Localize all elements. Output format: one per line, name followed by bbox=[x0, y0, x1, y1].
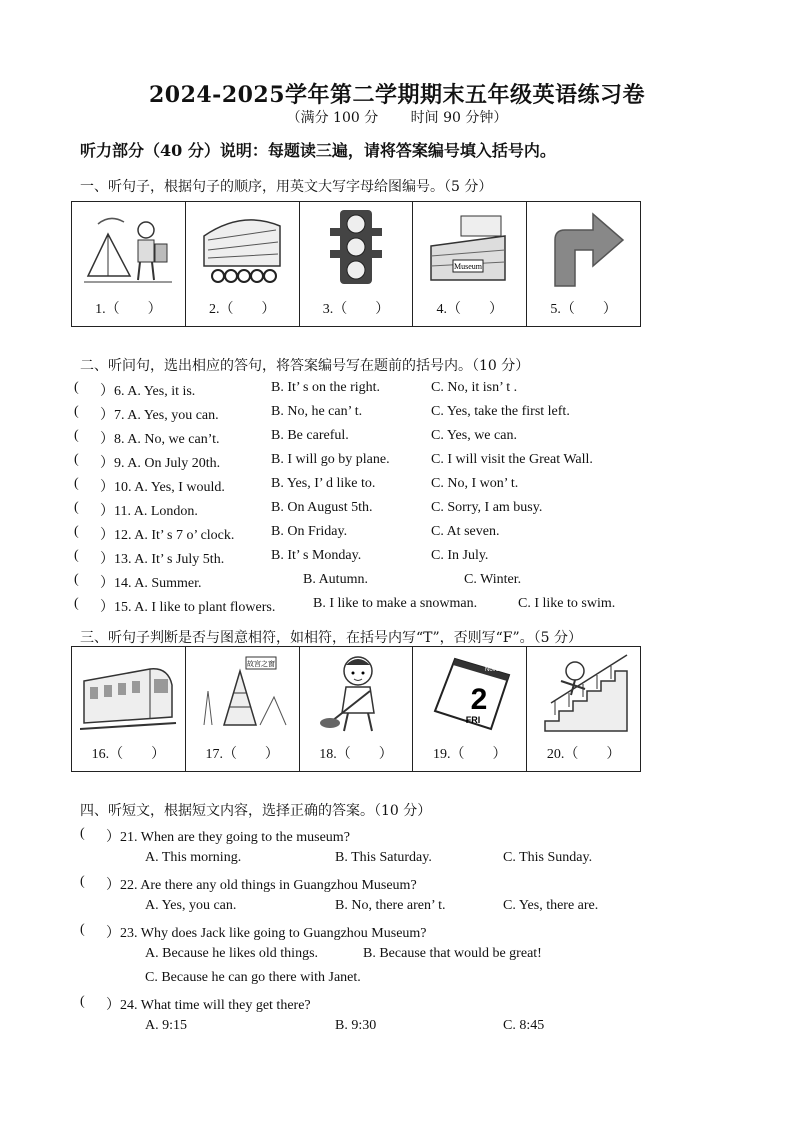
question-option-a: ）10. A. Yes, I would. bbox=[100, 480, 225, 495]
section3-picture-row bbox=[71, 646, 641, 772]
answer-paren[interactable]: ( bbox=[80, 922, 85, 937]
section2-heading: 二、听问句，选出相应的答句，将答案编号写在题前的括号内。（10 分） bbox=[80, 358, 530, 374]
picture-cell bbox=[186, 647, 300, 771]
question-option-b: B. It’ s Monday. bbox=[271, 548, 362, 563]
question-option-c: C. In July. bbox=[431, 548, 489, 563]
listening-instructions: 听力部分（40 分）说明：每题读三遍，请将答案编号填入括号内。 bbox=[80, 141, 556, 160]
question-option-c: C. This Sunday. bbox=[503, 850, 593, 865]
answer-blank-16[interactable]: 16.（ ） bbox=[91, 747, 166, 762]
picture-cell bbox=[527, 202, 640, 326]
question-option-c: C. At seven. bbox=[431, 524, 500, 539]
picture-cell bbox=[72, 647, 186, 771]
time-limit: 时间 90 分钟） bbox=[410, 110, 508, 126]
answer-blank-17[interactable]: 17.（ ） bbox=[205, 747, 279, 762]
question-option-a: A. 9:15 bbox=[145, 1018, 187, 1033]
answer-paren[interactable]: ( bbox=[74, 500, 79, 515]
boy-sweeping-icon bbox=[308, 651, 405, 735]
answer-blank-3[interactable]: 3.（ ） bbox=[322, 302, 390, 317]
question-option-c: C. I like to swim. bbox=[518, 596, 616, 611]
question-option-b: B. Because that would be great! bbox=[363, 946, 542, 961]
picture-cell bbox=[300, 647, 414, 771]
section4-heading: 四、听短文，根据短文内容，选择正确的答案。（10 分） bbox=[80, 803, 432, 819]
question-option-b: B. I will go by plane. bbox=[271, 452, 390, 467]
question-option-b: B. No, there aren’ t. bbox=[335, 898, 446, 913]
question-option-a: ）8. A. No, we can’t. bbox=[100, 432, 220, 447]
question-option-b: B. 9:30 bbox=[335, 1018, 377, 1033]
stairs-icon bbox=[535, 651, 632, 735]
answer-blank-19[interactable]: 19.（ ） bbox=[433, 747, 507, 762]
calendar-weekday: FRI bbox=[466, 715, 481, 725]
answer-paren[interactable]: ( bbox=[74, 404, 79, 419]
palace-sign-text: 故宫之窗 bbox=[246, 660, 275, 668]
olympic-stadium-icon bbox=[194, 206, 291, 290]
answer-paren[interactable]: ( bbox=[80, 874, 85, 889]
question-option-c: C. Because he can go there with Janet. bbox=[145, 970, 361, 985]
question-option-b: B. Autumn. bbox=[303, 572, 368, 587]
question-option-b: B. On August 5th. bbox=[271, 500, 373, 515]
question-option-c: C. No, I won’ t. bbox=[431, 476, 519, 491]
question-option-a: A. This morning. bbox=[145, 850, 242, 865]
question-option-b: B. No, he can’ t. bbox=[271, 404, 363, 419]
question-option-c: C. 8:45 bbox=[503, 1018, 545, 1033]
museum-sign-text: Museum bbox=[454, 262, 483, 271]
traffic-light-icon bbox=[308, 206, 405, 290]
question-option-a: ）15. A. I like to plant flowers. bbox=[100, 600, 276, 615]
question-option-b: B. Be careful. bbox=[271, 428, 349, 443]
calendar-day: 2 bbox=[471, 683, 488, 716]
question-option-a: ）13. A. It’ s July 5th. bbox=[100, 552, 225, 567]
turn-right-arrow-icon bbox=[535, 206, 632, 290]
question-stem: ）24. What time will they get there? bbox=[106, 998, 311, 1013]
answer-paren[interactable]: ( bbox=[74, 452, 79, 467]
answer-paren[interactable]: ( bbox=[80, 994, 85, 1009]
exam-info bbox=[0, 107, 794, 127]
question-option-c: C. No, it isn’ t . bbox=[431, 380, 518, 395]
question-option-a: ）7. A. Yes, you can. bbox=[100, 408, 219, 423]
answer-paren[interactable]: ( bbox=[74, 524, 79, 539]
question-stem: ）22. Are there any old things in Guangzhou Museum? bbox=[106, 878, 417, 893]
answer-paren[interactable]: ( bbox=[74, 548, 79, 563]
answer-paren[interactable]: ( bbox=[74, 572, 79, 587]
calendar-icon bbox=[421, 651, 518, 735]
page-title: 2024-2025学年第二学期期末五年级英语练习卷 bbox=[148, 82, 646, 108]
answer-paren[interactable]: ( bbox=[74, 380, 79, 395]
question-option-a: ）14. A. Summer. bbox=[100, 576, 202, 591]
question-option-b: B. Yes, I’ d like to. bbox=[271, 476, 376, 491]
question-stem: ）23. Why does Jack like going to Guangzhou Museum? bbox=[106, 926, 427, 941]
picture-cell bbox=[72, 202, 186, 326]
question-option-a: A. Yes, you can. bbox=[145, 898, 237, 913]
question-stem: ）21. When are they going to the museum? bbox=[106, 830, 350, 845]
picture-cell bbox=[186, 202, 300, 326]
calendar-month: November bbox=[485, 667, 514, 673]
question-option-c: C. I will visit the Great Wall. bbox=[431, 452, 593, 467]
answer-paren[interactable]: ( bbox=[74, 596, 79, 611]
question-option-a: ）12. A. It’ s 7 o’ clock. bbox=[100, 528, 235, 543]
question-option-a: ）9. A. On July 20th. bbox=[100, 456, 221, 471]
question-option-b: B. It’ s on the right. bbox=[271, 380, 381, 395]
answer-paren[interactable]: ( bbox=[74, 476, 79, 491]
question-option-b: B. This Saturday. bbox=[335, 850, 432, 865]
question-option-a: A. Because he likes old things. bbox=[145, 946, 319, 961]
question-option-a: ）11. A. London. bbox=[100, 504, 198, 519]
picture-cell bbox=[527, 647, 640, 771]
picture-cell bbox=[300, 202, 414, 326]
question-option-c: C. Yes, there are. bbox=[503, 898, 599, 913]
question-option-b: B. I like to make a snowman. bbox=[313, 596, 478, 611]
question-option-c: C. Yes, take the first left. bbox=[431, 404, 570, 419]
answer-blank-4[interactable]: 4.（ ） bbox=[436, 302, 504, 317]
answer-paren[interactable]: ( bbox=[74, 428, 79, 443]
question-option-c: C. Winter. bbox=[464, 572, 522, 587]
question-option-a: ）6. A. Yes, it is. bbox=[100, 384, 196, 399]
train-icon bbox=[80, 651, 177, 735]
answer-paren[interactable]: ( bbox=[80, 826, 85, 841]
answer-blank-5[interactable]: 5.（ ） bbox=[550, 302, 617, 317]
section3-heading: 三、听句子判断是否与图意相符，如相符，在括号内写“T”，否则写“F”。（5 分） bbox=[80, 630, 583, 646]
question-option-c: C. Yes, we can. bbox=[431, 428, 517, 443]
palace-museum-icon bbox=[194, 651, 291, 735]
camping-icon bbox=[80, 206, 177, 290]
answer-blank-2[interactable]: 2.（ ） bbox=[208, 302, 276, 317]
full-marks: （满分 100 分 bbox=[286, 110, 379, 126]
section1-heading: 一、听句子，根据句子的顺序，用英文大写字母给图编号。（5 分） bbox=[80, 179, 493, 195]
section1-picture-row bbox=[71, 201, 641, 327]
answer-blank-1[interactable]: 1.（ ） bbox=[95, 302, 162, 317]
picture-cell bbox=[413, 647, 527, 771]
answer-blank-20[interactable]: 20.（ ） bbox=[546, 747, 621, 762]
question-option-b: B. On Friday. bbox=[271, 524, 348, 539]
picture-cell bbox=[413, 202, 527, 326]
answer-blank-18[interactable]: 18.（ ） bbox=[319, 747, 393, 762]
question-option-c: C. Sorry, I am busy. bbox=[431, 500, 543, 515]
museum-icon bbox=[421, 206, 518, 290]
